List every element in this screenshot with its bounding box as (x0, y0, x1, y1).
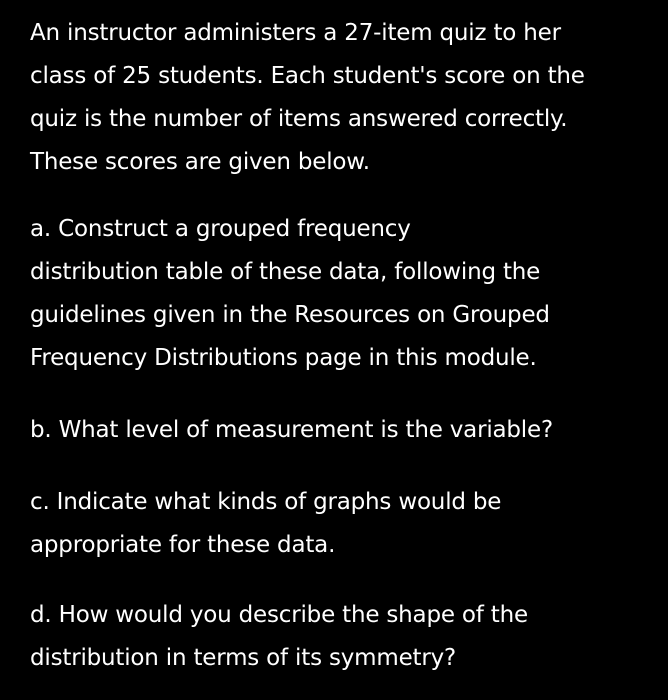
text-line: c. Indicate what kinds of graphs would be (30, 489, 502, 515)
text-line: These scores are given below. (30, 149, 370, 175)
intro-paragraph (30, 12, 650, 184)
question-c (30, 481, 650, 567)
text-line: appropriate for these data. (30, 532, 336, 558)
text-line: An instructor administers a 27-item quiz to her (30, 20, 561, 46)
text-line: class of 25 students. Each student's score on the (30, 63, 585, 89)
text-line: quiz is the number of items answered correctly. (30, 106, 568, 132)
text-line: distribution in terms of its symmetry? (30, 645, 457, 671)
text-line: guidelines given in the Resources on Grouped (30, 302, 550, 328)
text-line: distribution table of these data, following the (30, 259, 541, 285)
text-line: b. What level of measurement is the variable? (30, 417, 553, 443)
text-line: a. Construct a grouped frequency (30, 216, 411, 242)
text-line: d. How would you describe the shape of the (30, 602, 528, 628)
text-line: Frequency Distributions page in this module. (30, 345, 537, 371)
question-b (30, 409, 650, 452)
question-a (30, 208, 650, 380)
question-d (30, 594, 650, 680)
